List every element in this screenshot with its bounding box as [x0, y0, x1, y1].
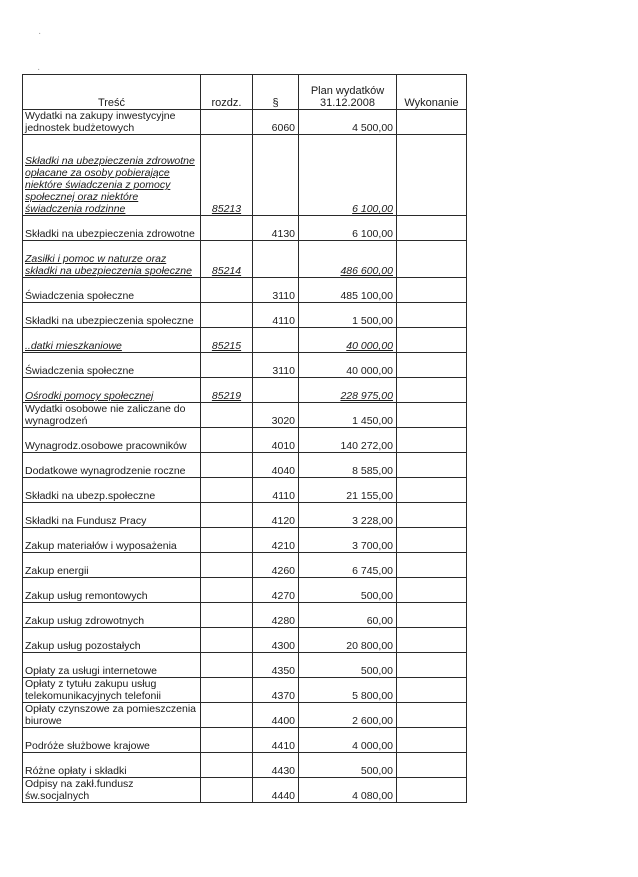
cell-wykonanie	[397, 578, 467, 603]
cell-wykonanie	[397, 653, 467, 678]
table-row	[23, 653, 467, 678]
cell-tresc: Podróże służbowe krajowe	[23, 728, 201, 753]
cell-paragraf: 4260	[253, 553, 299, 578]
table-row	[23, 403, 467, 428]
cell-rozdz	[201, 278, 253, 303]
cell-paragraf: 4120	[253, 503, 299, 528]
cell-rozdz	[201, 603, 253, 628]
cell-plan: 500,00	[299, 578, 397, 603]
cell-plan: 1 500,00	[299, 303, 397, 328]
cell-paragraf: 4280	[253, 603, 299, 628]
table-row	[23, 478, 467, 503]
cell-wykonanie	[397, 728, 467, 753]
cell-wykonanie	[397, 278, 467, 303]
cell-plan: 3 700,00	[299, 528, 397, 553]
cell-paragraf: 4300	[253, 628, 299, 653]
cell-paragraf: 4040	[253, 453, 299, 478]
cell-rozdz	[201, 453, 253, 478]
cell-plan: 40 000,00	[299, 353, 397, 378]
cell-tresc: Świadczenia społeczne	[23, 278, 201, 303]
table-row	[23, 216, 467, 241]
cell-tresc: Składki na ubezpieczenia zdrowotne opłacane za osoby pobierające niektóre świadczenia z pomocy społecznej oraz niektóre świadczenia rodzinne	[23, 135, 201, 216]
cell-paragraf	[253, 328, 299, 353]
cell-paragraf: 4440	[253, 778, 299, 803]
cell-wykonanie	[397, 241, 467, 278]
cell-rozdz	[201, 528, 253, 553]
cell-tresc: Dodatkowe wynagrodzenie roczne	[23, 453, 201, 478]
table-row	[23, 353, 467, 378]
cell-wykonanie	[397, 628, 467, 653]
table-row	[23, 553, 467, 578]
cell-rozdz	[201, 428, 253, 453]
cell-tresc: Wydatki na zakupy inwestycyjne jednostek budżetowych	[23, 110, 201, 135]
table-row	[23, 578, 467, 603]
cell-plan: 40 000,00	[299, 328, 397, 353]
header-tresc: Treść	[23, 75, 201, 110]
cell-plan: 228 975,00	[299, 378, 397, 403]
cell-plan: 8 585,00	[299, 453, 397, 478]
cell-tresc: Opłaty za usługi internetowe	[23, 653, 201, 678]
table-row	[23, 703, 467, 728]
cell-paragraf: 4350	[253, 653, 299, 678]
cell-plan: 2 600,00	[299, 703, 397, 728]
table-row	[23, 453, 467, 478]
cell-rozdz	[201, 753, 253, 778]
cell-paragraf: 4400	[253, 703, 299, 728]
cell-wykonanie	[397, 753, 467, 778]
cell-plan: 6 100,00	[299, 135, 397, 216]
cell-rozdz: 85215	[201, 328, 253, 353]
cell-plan: 60,00	[299, 603, 397, 628]
cell-rozdz	[201, 216, 253, 241]
cell-rozdz	[201, 703, 253, 728]
cell-tresc: Zakup usług zdrowotnych	[23, 603, 201, 628]
table-row	[23, 603, 467, 628]
budget-table	[22, 74, 467, 803]
cell-plan: 4 500,00	[299, 110, 397, 135]
cell-tresc: Składki na ubezpieczenia społeczne	[23, 303, 201, 328]
table-row	[23, 378, 467, 403]
cell-rozdz	[201, 578, 253, 603]
cell-wykonanie	[397, 378, 467, 403]
cell-wykonanie	[397, 478, 467, 503]
cell-paragraf: 4410	[253, 728, 299, 753]
cell-plan: 140 272,00	[299, 428, 397, 453]
header-plan-line1: Plan wydatków	[310, 85, 385, 97]
cell-wykonanie	[397, 216, 467, 241]
cell-rozdz	[201, 353, 253, 378]
header-plan-line2: 31.12.2008	[319, 97, 376, 109]
cell-wykonanie	[397, 778, 467, 803]
cell-wykonanie	[397, 428, 467, 453]
cell-plan: 4 000,00	[299, 728, 397, 753]
cell-paragraf	[253, 378, 299, 403]
cell-rozdz	[201, 778, 253, 803]
cell-tresc: Różne opłaty i składki	[23, 753, 201, 778]
cell-rozdz	[201, 553, 253, 578]
table-row	[23, 110, 467, 135]
cell-plan: 1 450,00	[299, 403, 397, 428]
cell-rozdz	[201, 110, 253, 135]
cell-wykonanie	[397, 403, 467, 428]
cell-paragraf: 3020	[253, 403, 299, 428]
cell-rozdz	[201, 678, 253, 703]
table-row	[23, 328, 467, 353]
cell-wykonanie	[397, 110, 467, 135]
cell-plan: 6 745,00	[299, 553, 397, 578]
scan-speck: ·	[37, 64, 41, 75]
table-row	[23, 278, 467, 303]
cell-wykonanie	[397, 328, 467, 353]
cell-wykonanie	[397, 453, 467, 478]
header-paragraf: §	[253, 75, 299, 110]
table-row	[23, 728, 467, 753]
cell-rozdz: 85214	[201, 241, 253, 278]
cell-tresc: Odpisy na zakł.fundusz św.socjalnych	[23, 778, 201, 803]
cell-paragraf: 4110	[253, 478, 299, 503]
cell-tresc: Zakup materiałów i wyposażenia	[23, 528, 201, 553]
table-row	[23, 528, 467, 553]
cell-tresc: Wydatki osobowe nie zaliczane do wynagrodzeń	[23, 403, 201, 428]
table-row	[23, 753, 467, 778]
cell-wykonanie	[397, 135, 467, 216]
cell-paragraf: 3110	[253, 353, 299, 378]
table-header-row	[23, 75, 467, 110]
table-row	[23, 628, 467, 653]
cell-paragraf: 3110	[253, 278, 299, 303]
cell-plan: 486 600,00	[299, 241, 397, 278]
cell-tresc: Świadczenia społeczne	[23, 353, 201, 378]
cell-plan: 6 100,00	[299, 216, 397, 241]
cell-paragraf: 4210	[253, 528, 299, 553]
table-row	[23, 778, 467, 803]
cell-rozdz	[201, 403, 253, 428]
cell-paragraf: 4010	[253, 428, 299, 453]
cell-tresc: Zakup usług pozostałych	[23, 628, 201, 653]
header-plan	[299, 75, 397, 110]
cell-plan: 3 228,00	[299, 503, 397, 528]
cell-wykonanie	[397, 603, 467, 628]
cell-plan: 485 100,00	[299, 278, 397, 303]
table-row	[23, 678, 467, 703]
cell-plan: 500,00	[299, 653, 397, 678]
cell-paragraf: 4370	[253, 678, 299, 703]
cell-rozdz	[201, 478, 253, 503]
cell-tresc: Zakup usług remontowych	[23, 578, 201, 603]
cell-wykonanie	[397, 678, 467, 703]
cell-wykonanie	[397, 303, 467, 328]
table-row	[23, 428, 467, 453]
cell-paragraf: 4110	[253, 303, 299, 328]
cell-plan: 20 800,00	[299, 628, 397, 653]
cell-plan: 4 080,00	[299, 778, 397, 803]
cell-plan: 500,00	[299, 753, 397, 778]
cell-wykonanie	[397, 553, 467, 578]
cell-wykonanie	[397, 528, 467, 553]
cell-tresc: Opłaty z tytułu zakupu usług telekomunikacyjnych telefonii	[23, 678, 201, 703]
table-row	[23, 241, 467, 278]
cell-tresc: Opłaty czynszowe za pomieszczenia biurowe	[23, 703, 201, 728]
cell-paragraf: 6060	[253, 110, 299, 135]
table-row	[23, 503, 467, 528]
cell-wykonanie	[397, 703, 467, 728]
table-row	[23, 135, 467, 216]
table-row	[23, 303, 467, 328]
cell-rozdz	[201, 503, 253, 528]
cell-rozdz: 85219	[201, 378, 253, 403]
cell-tresc: Zakup energii	[23, 553, 201, 578]
cell-wykonanie	[397, 503, 467, 528]
cell-plan: 5 800,00	[299, 678, 397, 703]
cell-tresc: Wynagrodz.osobowe pracowników	[23, 428, 201, 453]
cell-wykonanie	[397, 353, 467, 378]
cell-plan: 21 155,00	[299, 478, 397, 503]
cell-tresc: Zasiłki i pomoc w naturze oraz składki na ubezpieczenia społeczne	[23, 241, 201, 278]
cell-rozdz	[201, 303, 253, 328]
cell-tresc: Składki na Fundusz Pracy	[23, 503, 201, 528]
cell-rozdz	[201, 728, 253, 753]
cell-tresc: Składki na ubezpieczenia zdrowotne	[23, 216, 201, 241]
cell-paragraf: 4430	[253, 753, 299, 778]
cell-paragraf	[253, 135, 299, 216]
cell-tresc: ..datki mieszkaniowe	[23, 328, 201, 353]
scan-speck: ·	[38, 28, 42, 39]
cell-rozdz	[201, 653, 253, 678]
cell-tresc: Składki na ubezp.społeczne	[23, 478, 201, 503]
cell-paragraf	[253, 241, 299, 278]
header-wykonanie: Wykonanie	[397, 75, 467, 110]
cell-tresc: Ośrodki pomocy społecznej	[23, 378, 201, 403]
cell-paragraf: 4270	[253, 578, 299, 603]
header-rozdz: rozdz.	[201, 75, 253, 110]
cell-paragraf: 4130	[253, 216, 299, 241]
cell-rozdz	[201, 628, 253, 653]
cell-rozdz: 85213	[201, 135, 253, 216]
